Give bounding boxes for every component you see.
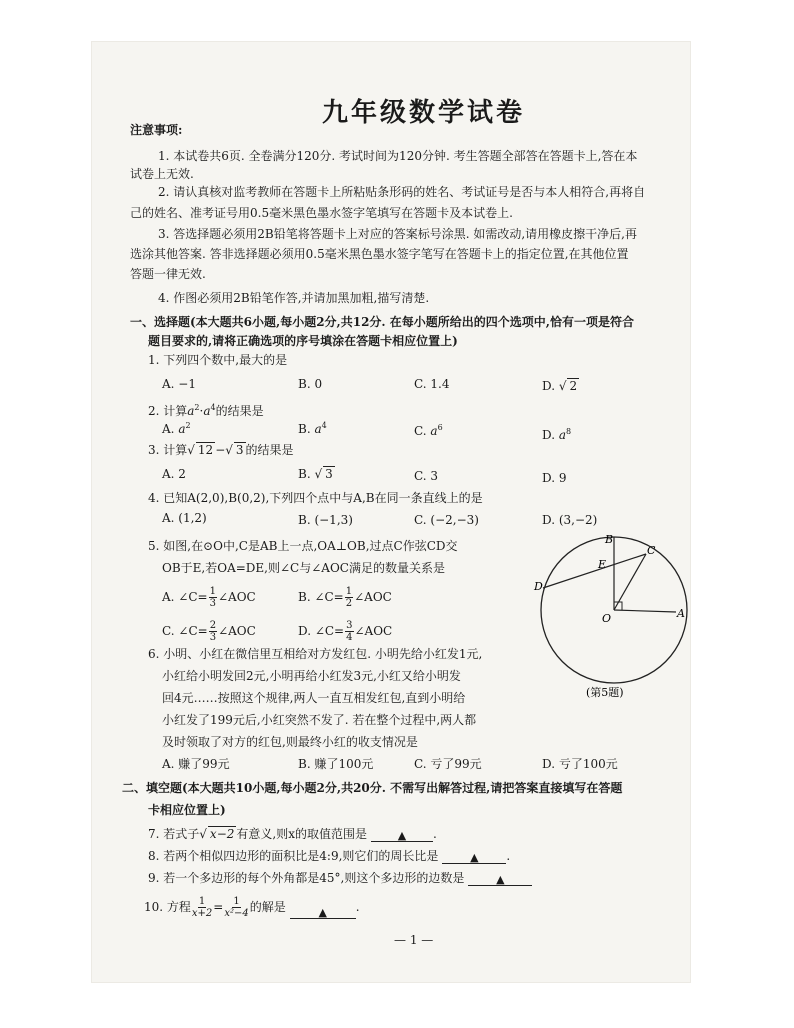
option-b: B. √ 3 — [298, 467, 333, 481]
section-heading: 二、填空题(本大题共10小题,每小题2分,共20分. 不需写出解答过程,请把答案直接填写在答题 — [122, 781, 623, 795]
answer-mark: ▲ — [470, 851, 479, 864]
question-stem: 7. 若式子√ x−2 有意义,则x的取值范围是 ▲ . — [148, 827, 437, 842]
option-b: B. ∠C= $\frac{1}{2}$ ∠AOC — [298, 586, 392, 609]
option-d: D. √ 2 — [542, 379, 578, 393]
question-stem: 10. 方程 $\frac{1}{x+2}$ = $\frac{1}{\text{x²−4}}$ 的解是 ▲ . — [144, 896, 360, 919]
label-b: B — [605, 533, 614, 546]
label-c: C — [647, 544, 656, 557]
note-line: 2. 请认真核对监考教师在答题卡上所粘贴条形码的姓名、考试证号是否与本人相符合,再将自 — [158, 185, 646, 199]
note-line: 己的姓名、准考证号用0.5毫米黑色墨水签字笔填写在答题卡及本试卷上. — [130, 206, 513, 220]
section-heading: 一、选择题(本大题共6小题,每小题2分,共12分. 在每小题所给出的四个选项中,恰有一项是符合 — [130, 315, 634, 329]
question-stem: 6. 小明、小红在微信里互相给对方发红包. 小明先给小红发1元, — [148, 647, 483, 661]
question-stem: 5. 如图,在⊙O中,C是AB上一点,OA⊥OB,过点C作弦CD交 — [148, 539, 458, 553]
option-c: C. ∠C= $\frac{2}{3}$ ∠AOC — [162, 620, 256, 643]
option-a: A. 2 — [162, 467, 186, 481]
question-stem: 4. 已知A(2,0),B(0,2),下列四个点中与A,B在同一条直线上的是 — [148, 491, 483, 505]
option-b: B. 赚了100元 — [298, 757, 374, 771]
option-d: D. ∠C= $\frac{3}{4}$ ∠AOC — [298, 620, 393, 643]
label-o: O — [602, 612, 612, 625]
answer-mark: ▲ — [496, 873, 505, 886]
question-stem: 9. 若一个多边形的每个外角都是45°,则这个多边形的边数是 ▲ — [148, 870, 532, 886]
page-title: 九年级数学试卷 — [322, 98, 526, 128]
option-c: C. $a^6$ — [414, 423, 443, 438]
circle-figure — [530, 528, 690, 698]
segment-oa — [614, 610, 676, 612]
note-line: 3. 答选择题必须用2B铅笔将答题卡上对应的答案标号涂黑. 如需改动,请用橡皮擦干净后,再 — [158, 227, 637, 241]
page-number: — 1 — — [394, 933, 434, 947]
section-heading: 题目要求的,请将正确选项的序号填涂在答题卡相应位置上) — [148, 334, 458, 348]
question-stem: OB于E,若OA=DE,则∠C与∠AOC满足的数量关系是 — [162, 561, 445, 575]
label-e: E — [598, 558, 607, 571]
answer-mark: ▲ — [318, 906, 327, 919]
chord-cd — [543, 554, 646, 588]
question-stem: 回4元……按照这个规律,两人一直互相发红包,直到小明给 — [162, 691, 466, 705]
option-d: D. 亏了100元 — [542, 757, 618, 771]
answer-mark: ▲ — [397, 829, 407, 842]
note-line: 4. 作图必须用2B铅笔作答,并请加黑加粗,描写清楚. — [158, 291, 430, 305]
question-stem: 小红给小明发回2元,小明再给小红发3元,小红又给小明发 — [162, 669, 461, 683]
note-line: 答题一律无效. — [130, 267, 206, 281]
option-c: C. 亏了99元 — [414, 757, 482, 771]
option-d: D. $a^8$ — [542, 427, 572, 442]
option-b: B. (−1,3) — [298, 513, 353, 527]
option-a: A. (1,2) — [162, 511, 207, 525]
note-line: 试卷上无效. — [130, 167, 194, 181]
note-line: 1. 本试卷共6页. 全卷满分120分. 考试时间为120分钟. 考生答题全部答在答题卡上,答在本 — [158, 149, 638, 163]
option-a: A. $a^2$ — [162, 421, 191, 436]
option-b: B. 0 — [298, 377, 323, 391]
option-c: C. (−2,−3) — [414, 513, 479, 527]
notes-heading: 注意事项: — [130, 123, 183, 137]
option-a: A. ∠C= $\frac{1}{3}$ ∠AOC — [162, 586, 256, 609]
question-stem: 及时领取了对方的红包,则最终小红的收支情况是 — [162, 735, 418, 749]
label-a: A — [677, 607, 685, 620]
question-stem: 小红发了199元后,小红突然不发了. 若在整个过程中,两人都 — [162, 713, 477, 727]
label-d: D — [534, 580, 543, 593]
option-c: C. 3 — [414, 469, 439, 483]
figure-caption: (第5题) — [586, 686, 624, 698]
option-d: D. 9 — [542, 471, 567, 485]
question-stem: 3. 计算√ 12 −√ 3 的结果是 — [148, 443, 294, 457]
question-stem: 2. 计算$a^2\cdot a^4$的结果是 — [148, 403, 264, 418]
note-line: 选涂其他答案. 答非选择题必须用0.5毫米黑色墨水签字笔写在答题卡上的指定位置,在其他位置 — [130, 247, 629, 261]
section-heading: 卡相应位置上) — [148, 803, 226, 817]
option-c: C. 1.4 — [414, 377, 450, 391]
question-stem: 1. 下列四个数中,最大的是 — [148, 353, 288, 367]
option-a: A. 赚了99元 — [162, 757, 230, 771]
option-a: A. −1 — [162, 377, 196, 391]
option-d: D. (3,−2) — [542, 513, 598, 527]
question-stem: 8. 若两个相似四边形的面积比是4:9,则它们的周长比是 ▲ . — [148, 849, 511, 864]
option-b: B. $a^4$ — [298, 421, 327, 436]
